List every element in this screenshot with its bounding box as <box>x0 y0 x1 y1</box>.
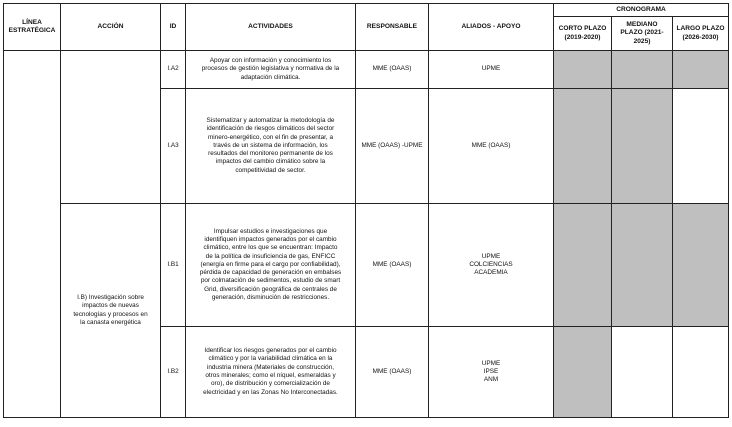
header-accion: ACCIÓN <box>61 4 161 51</box>
row-aliados: UPME COLCIENCIAS ACADEMIA <box>429 204 554 327</box>
header-actividades: ACTIVIDADES <box>186 4 356 51</box>
table-row <box>4 51 729 89</box>
row-aliados: UPME <box>429 51 554 89</box>
row-corto-plazo-shaded <box>554 327 612 418</box>
row-corto-plazo-shaded <box>554 204 612 327</box>
row-actividad: Apoyar con información y conocimiento los procesos de gestión legislativa y normativa de la adaptación climática. <box>186 51 356 89</box>
row-corto-plazo-shaded <box>554 51 612 89</box>
row-responsable: MME (OAAS) <box>356 51 429 89</box>
row-actividad: Sistematizar y automatizar la metodología de identificación de riesgos climáticos del sector minero-energético, con el fin de presentar, a través de un sistema de información, los resultados del monitoreo permanente de los impactos del cambio climático sobre la competitividad de sector. <box>186 89 356 204</box>
row-largo-plazo-blank <box>673 327 729 418</box>
row-actividad: Impulsar estudios e investigaciones que identifiquen impactos generados por el cambio climático, entre los que se encuentran: Impacto de la política de insuficiencia de gas, ENFICC (energía en firme para el cargo por confiabilidad), pérdida de capacidad de generación en embalses por colmatación de sedimentos, estudio de smart Grid, diversificación geográfica de centrales de generación, disminución de restricciones. <box>186 204 356 327</box>
row-aliados: MME (OAAS) <box>429 89 554 204</box>
header-cronograma: CRONOGRAMA <box>554 4 729 17</box>
row-responsable: MME (OAAS) <box>356 327 429 418</box>
row-id: I.B1 <box>161 204 186 327</box>
header-id: ID <box>161 4 186 51</box>
row-corto-plazo-shaded <box>554 89 612 204</box>
accion-cell-a <box>61 51 161 204</box>
action-plan-table <box>3 3 729 418</box>
header-linea-estrategica: LÍNEA ESTRATÉGICA <box>4 4 61 51</box>
row-mediano-plazo-shaded <box>612 51 673 89</box>
row-responsable: MME (OAAS) <box>356 204 429 327</box>
row-id: I.B2 <box>161 327 186 418</box>
row-largo-plazo-blank <box>673 89 729 204</box>
header-mediano-plazo: MEDIANO PLAZO (2021- 2025) <box>612 17 673 51</box>
row-mediano-plazo-shaded <box>612 204 673 327</box>
linea-estrategica-cell <box>4 51 61 418</box>
row-aliados: UPME IPSE ANM <box>429 327 554 418</box>
row-responsable: MME (OAAS) -UPME <box>356 89 429 204</box>
row-mediano-plazo-blank <box>612 327 673 418</box>
row-mediano-plazo-shaded <box>612 89 673 204</box>
accion-cell-b: I.B) Investigación sobre impactos de nuevas tecnologías y procesos en la canasta energética <box>61 204 161 418</box>
table-row <box>4 204 729 327</box>
header-aliados: ALIADOS - APOYO <box>429 4 554 51</box>
header-largo-plazo: LARGO PLAZO (2026-2030) <box>673 17 729 51</box>
row-largo-plazo-shaded <box>673 51 729 89</box>
row-largo-plazo-shaded <box>673 204 729 327</box>
row-actividad: Identificar los riesgos generados por el cambio climático y por la variabilidad climática en la industria minera (Materiales de construcción, otros minerales; como el níquel, esmeraldas y oro), de distribución y comercialización de electricidad y en las Zonas No Interconectadas. <box>186 327 356 418</box>
row-id: I.A2 <box>161 51 186 89</box>
header-responsable: RESPONSABLE <box>356 4 429 51</box>
row-id: I.A3 <box>161 89 186 204</box>
header-corto-plazo: CORTO PLAZO (2019-2020) <box>554 17 612 51</box>
